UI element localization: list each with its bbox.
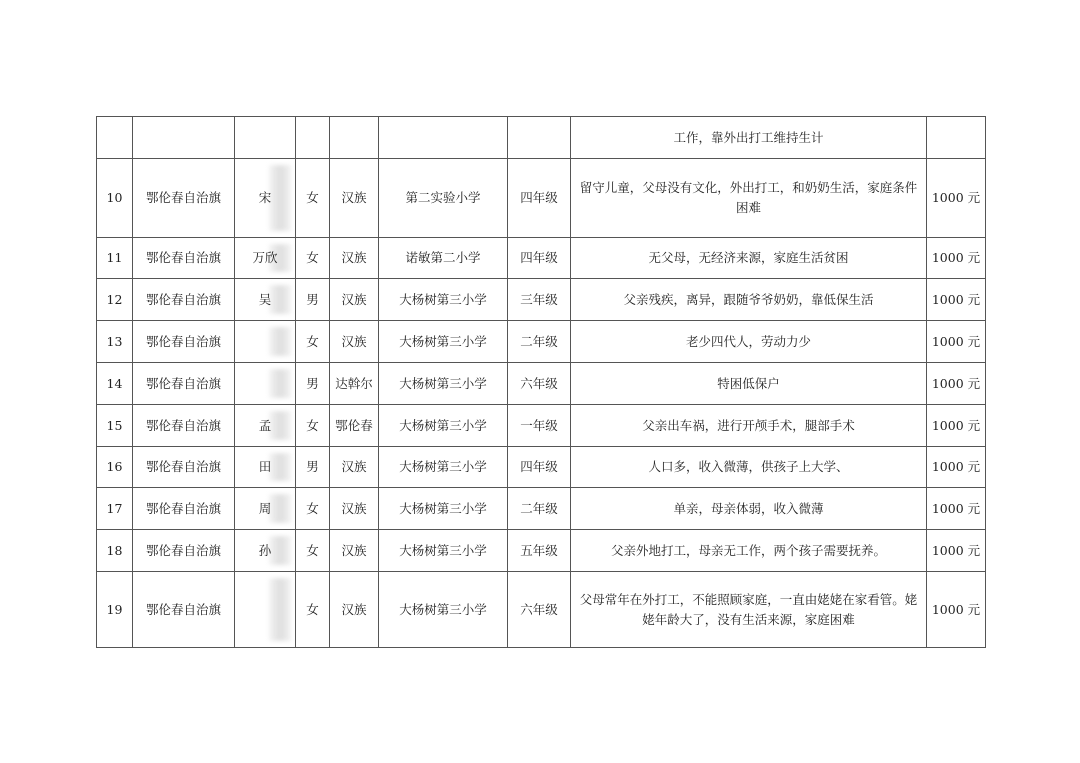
cell-ethnicity: 达斡尔 (330, 363, 379, 405)
cell-amount: 1000 元 (927, 447, 986, 488)
table-row (97, 321, 986, 363)
cell-grade: 一年级 (508, 405, 571, 447)
redaction-blur (269, 578, 291, 641)
cell-name (235, 530, 296, 572)
cell-no: 19 (97, 572, 133, 648)
cell-gender (296, 117, 330, 159)
cell-school (379, 117, 508, 159)
cell-school: 第二实验小学 (379, 159, 508, 238)
cell-amount: 1000 元 (927, 159, 986, 238)
student-surname: 万欣 (252, 250, 278, 265)
cell-reason: 父亲出车祸，进行开颅手术，腿部手术 (571, 405, 927, 447)
cell-no: 12 (97, 279, 133, 321)
cell-region: 鄂伦春自治旗 (133, 159, 235, 238)
cell-gender: 女 (296, 572, 330, 648)
table-row (97, 447, 986, 488)
cell-name (235, 238, 296, 279)
cell-gender: 女 (296, 488, 330, 530)
table-row (97, 405, 986, 447)
cell-no: 18 (97, 530, 133, 572)
cell-no (97, 117, 133, 159)
cell-name (235, 159, 296, 238)
cell-no: 14 (97, 363, 133, 405)
cell-reason: 父亲残疾，离异，跟随爷爷奶奶，靠低保生活 (571, 279, 927, 321)
cell-name (235, 447, 296, 488)
cell-school: 诺敏第二小学 (379, 238, 508, 279)
cell-school: 大杨树第三小学 (379, 572, 508, 648)
cell-gender: 男 (296, 279, 330, 321)
cell-no: 13 (97, 321, 133, 363)
cell-region: 鄂伦春自治旗 (133, 238, 235, 279)
cell-reason: 留守儿童，父母没有文化，外出打工，和奶奶生活，家庭条件困难 (571, 159, 927, 238)
cell-name (235, 405, 296, 447)
cell-region: 鄂伦春自治旗 (133, 572, 235, 648)
cell-no: 16 (97, 447, 133, 488)
redaction-blur (269, 411, 291, 440)
cell-grade: 四年级 (508, 159, 571, 238)
cell-reason: 父母常年在外打工，不能照顾家庭，一直由姥姥在家看管。姥姥年龄大了，没有生活来源，家庭困难 (571, 572, 927, 648)
cell-grade: 四年级 (508, 447, 571, 488)
cell-gender: 女 (296, 238, 330, 279)
redaction-blur (269, 165, 291, 231)
cell-ethnicity: 汉族 (330, 530, 379, 572)
student-surname: 宋 (258, 190, 272, 205)
cell-school: 大杨树第三小学 (379, 405, 508, 447)
cell-name (235, 279, 296, 321)
cell-name (235, 117, 296, 159)
table-row-continued (97, 117, 986, 159)
cell-name (235, 363, 296, 405)
cell-region: 鄂伦春自治旗 (133, 530, 235, 572)
table-row (97, 238, 986, 279)
cell-grade: 二年级 (508, 488, 571, 530)
student-surname: 周 (258, 500, 272, 516)
cell-gender: 女 (296, 159, 330, 238)
cell-reason: 老少四代人，劳动力少 (571, 321, 927, 363)
cell-ethnicity: 汉族 (330, 488, 379, 530)
cell-region (133, 117, 235, 159)
cell-region: 鄂伦春自治旗 (133, 447, 235, 488)
cell-ethnicity: 汉族 (330, 159, 379, 238)
cell-region: 鄂伦春自治旗 (133, 405, 235, 447)
cell-name (235, 572, 296, 648)
cell-ethnicity (330, 117, 379, 159)
cell-region: 鄂伦春自治旗 (133, 363, 235, 405)
cell-gender: 女 (296, 530, 330, 572)
table-row (97, 159, 986, 238)
cell-school: 大杨树第三小学 (379, 279, 508, 321)
cell-gender: 女 (296, 405, 330, 447)
student-surname: 田 (258, 459, 272, 474)
cell-reason: 父亲外地打工，母亲无工作，两个孩子需要抚养。 (571, 530, 927, 572)
table-row (97, 572, 986, 648)
cell-school: 大杨树第三小学 (379, 447, 508, 488)
student-surname: 吴 (258, 291, 272, 307)
cell-amount: 1000 元 (927, 279, 986, 321)
table-row (97, 279, 986, 321)
cell-name (235, 321, 296, 363)
table-row (97, 530, 986, 572)
cell-amount (927, 117, 986, 159)
cell-reason: 工作，靠外出打工维持生计 (571, 117, 927, 159)
cell-reason: 无父母，无经济来源，家庭生活贫困 (571, 238, 927, 279)
cell-no: 17 (97, 488, 133, 530)
cell-ethnicity: 汉族 (330, 238, 379, 279)
cell-grade: 三年级 (508, 279, 571, 321)
cell-region: 鄂伦春自治旗 (133, 321, 235, 363)
redaction-blur (269, 285, 291, 314)
cell-school: 大杨树第三小学 (379, 488, 508, 530)
cell-ethnicity: 汉族 (330, 321, 379, 363)
cell-school: 大杨树第三小学 (379, 321, 508, 363)
cell-region: 鄂伦春自治旗 (133, 488, 235, 530)
redaction-blur (269, 327, 291, 356)
cell-amount: 1000 元 (927, 530, 986, 572)
cell-amount: 1000 元 (927, 238, 986, 279)
cell-grade: 六年级 (508, 363, 571, 405)
redaction-blur (269, 453, 291, 481)
cell-region: 鄂伦春自治旗 (133, 279, 235, 321)
student-aid-table (96, 116, 986, 648)
cell-reason: 特困低保户 (571, 363, 927, 405)
cell-grade: 五年级 (508, 530, 571, 572)
student-surname: 孟 (258, 417, 272, 433)
redaction-blur (269, 494, 291, 523)
cell-gender: 男 (296, 363, 330, 405)
table-row (97, 488, 986, 530)
cell-amount: 1000 元 (927, 572, 986, 648)
cell-no: 15 (97, 405, 133, 447)
cell-gender: 男 (296, 447, 330, 488)
table-row (97, 363, 986, 405)
cell-amount: 1000 元 (927, 488, 986, 530)
cell-grade: 二年级 (508, 321, 571, 363)
cell-reason: 人口多，收入微薄，供孩子上大学、 (571, 447, 927, 488)
cell-school: 大杨树第三小学 (379, 363, 508, 405)
cell-no: 11 (97, 238, 133, 279)
cell-grade: 六年级 (508, 572, 571, 648)
cell-amount: 1000 元 (927, 321, 986, 363)
cell-grade: 四年级 (508, 238, 571, 279)
student-surname: 孙 (258, 542, 272, 558)
cell-grade (508, 117, 571, 159)
cell-ethnicity: 汉族 (330, 572, 379, 648)
cell-school: 大杨树第三小学 (379, 530, 508, 572)
redaction-blur (269, 369, 291, 398)
cell-no: 10 (97, 159, 133, 238)
redaction-blur (269, 536, 291, 565)
cell-ethnicity: 汉族 (330, 447, 379, 488)
cell-gender: 女 (296, 321, 330, 363)
cell-ethnicity: 鄂伦春 (330, 405, 379, 447)
cell-amount: 1000 元 (927, 405, 986, 447)
cell-name (235, 488, 296, 530)
cell-ethnicity: 汉族 (330, 279, 379, 321)
cell-reason: 单亲，母亲体弱，收入微薄 (571, 488, 927, 530)
cell-amount: 1000 元 (927, 363, 986, 405)
